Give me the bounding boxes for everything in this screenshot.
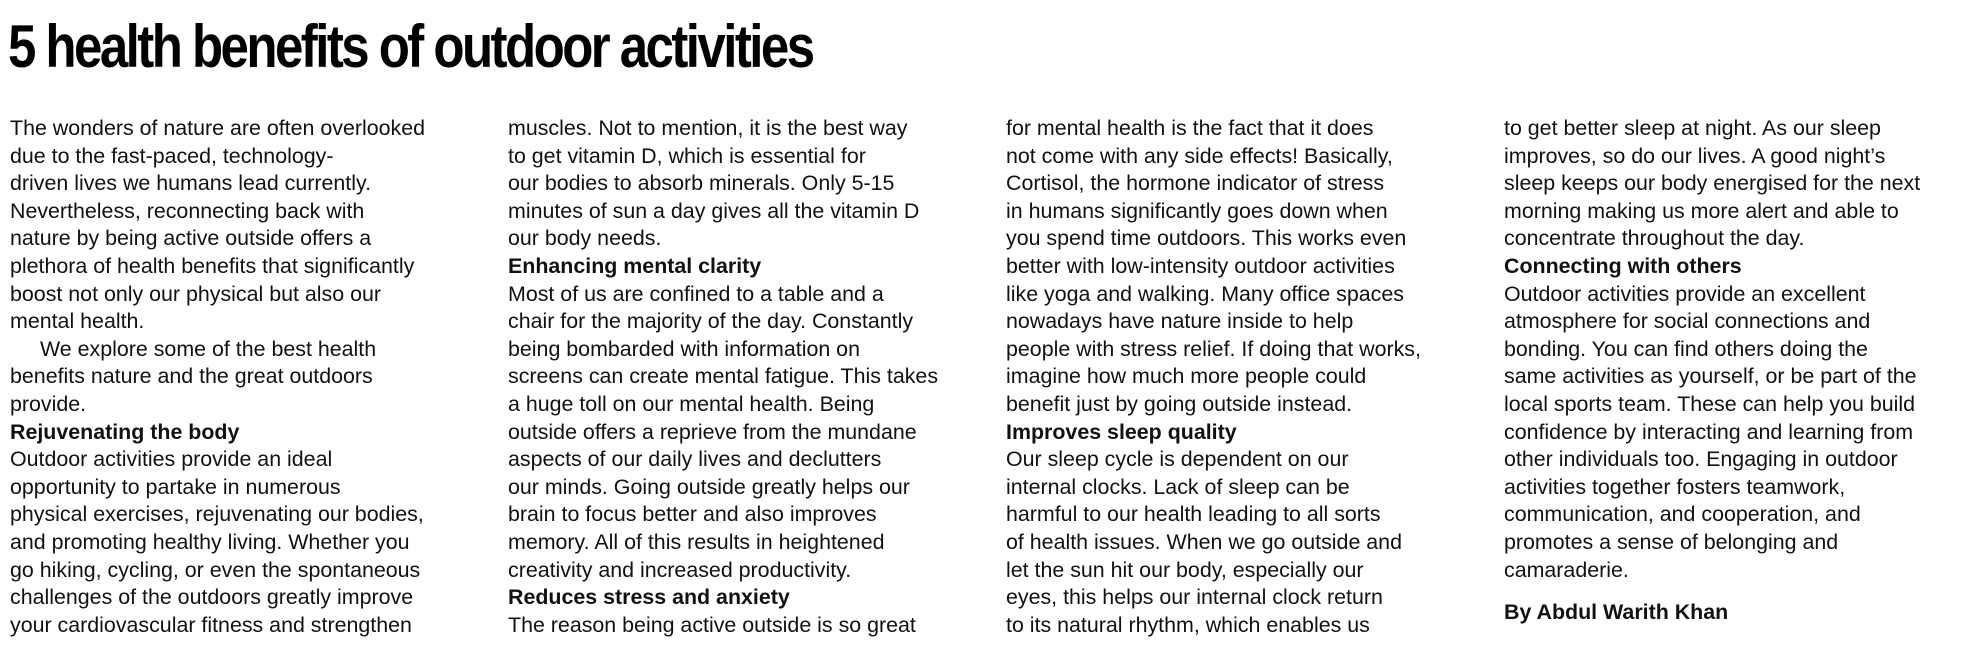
text-line: eyes, this helps our internal clock return (1006, 585, 1383, 610)
intro-paragraph-2 (10, 336, 490, 419)
article-column-1 (10, 115, 490, 639)
author-byline: By Abdul Warith Khan (1504, 600, 1729, 625)
text-line: to its natural rhythm, which enables us (1006, 612, 1370, 637)
text-line: being bombarded with information on (508, 336, 860, 361)
text-line: challenges of the outdoors greatly improve (10, 585, 414, 610)
text-line: better with low-intensity outdoor activities (1006, 253, 1395, 278)
text-line: camaraderie. (1504, 557, 1629, 582)
text-line: morning making us more alert and able to (1504, 198, 1899, 223)
subheading-connecting (1504, 253, 1970, 281)
connecting-paragraph (1504, 281, 1970, 585)
subheading-text: Enhancing mental clarity (508, 253, 762, 278)
subheading-rejuvenating (10, 419, 490, 447)
article-body (10, 115, 1960, 645)
text-line: activities together fosters teamwork, (1504, 474, 1846, 499)
text-line: and promoting healthy living. Whether you (10, 529, 410, 554)
text-line: bonding. You can find others doing the (1504, 336, 1868, 361)
text-line: same activities as yourself, or be part of the (1504, 364, 1917, 389)
text-line: our minds. Going outside greatly helps our (508, 474, 910, 499)
rejuvenating-paragraph-cont (508, 115, 988, 253)
text-line: in humans significantly goes down when (1006, 198, 1388, 223)
text-line: our bodies to absorb minerals. Only 5-15 (508, 171, 895, 196)
text-line: The reason being active outside is so great (508, 612, 916, 637)
text-line: imagine how much more people could (1006, 364, 1367, 389)
text-line: Outdoor activities provide an excellent (1504, 281, 1866, 306)
subheading-sleep (1006, 419, 1486, 447)
text-line: screens can create mental fatigue. This takes (508, 364, 939, 389)
text-line: atmosphere for social connections and (1504, 309, 1871, 334)
text-line: Outdoor activities provide an ideal (10, 447, 333, 472)
text-line: internal clocks. Lack of sleep can be (1006, 474, 1350, 499)
stress-paragraph (508, 612, 988, 640)
text-line: chair for the majority of the day. Constantly (508, 309, 914, 334)
sleep-paragraph (1006, 446, 1486, 639)
text-line: brain to focus better and also improves (508, 502, 877, 527)
text-line: communication, and cooperation, and (1504, 502, 1861, 527)
text-line: confidence by interacting and learning from (1504, 419, 1914, 444)
text-line: your cardiovascular fitness and strengthen (10, 612, 412, 637)
text-line: We explore some of the best health (40, 336, 377, 361)
text-line: other individuals too. Engaging in outdoor (1504, 447, 1898, 472)
text-line: opportunity to partake in numerous (10, 474, 341, 499)
stress-paragraph-cont (1006, 115, 1486, 419)
article-column-2 (508, 115, 988, 639)
text-line: let the sun hit our body, especially our (1006, 557, 1364, 582)
sleep-paragraph-cont (1504, 115, 1970, 253)
text-line: plethora of health benefits that significantly (10, 253, 415, 278)
text-line: Cortisol, the hormone indicator of stress (1006, 171, 1385, 196)
mental-clarity-paragraph (508, 281, 988, 585)
text-line: for mental health is the fact that it does (1006, 116, 1374, 140)
subheading-stress (508, 584, 988, 612)
text-line: harmful to our health leading to all sorts (1006, 502, 1381, 527)
subheading-text: Rejuvenating the body (10, 419, 240, 444)
subheading-text: Reduces stress and anxiety (508, 585, 790, 610)
subheading-mental-clarity (508, 253, 988, 281)
text-line: go hiking, cycling, or even the spontaneous (10, 557, 421, 582)
text-line: benefits nature and the great outdoors (10, 364, 373, 389)
text-line: memory. All of this results in heightened (508, 529, 885, 554)
text-line: concentrate throughout the day. (1504, 226, 1805, 251)
text-line: of health issues. When we go outside and (1006, 529, 1402, 554)
text-line: promotes a sense of belonging and (1504, 529, 1839, 554)
text-line: due to the fast-paced, technology- (10, 143, 334, 168)
text-line: minutes of sun a day gives all the vitamin D (508, 198, 920, 223)
text-line: Our sleep cycle is dependent on our (1006, 447, 1349, 472)
text-line: improves, so do our lives. A good night’s (1504, 143, 1886, 168)
text-line: muscles. Not to mention, it is the best way (508, 116, 908, 140)
text-line: nature by being active outside offers a (10, 226, 372, 251)
text-line: local sports team. These can help you build (1504, 391, 1916, 416)
text-line: nowadays have nature inside to help (1006, 309, 1354, 334)
text-line: like yoga and walking. Many office spaces (1006, 281, 1404, 306)
article-headline: 5 health benefits of outdoor activities (8, 13, 813, 80)
text-line: benefit just by going outside instead. (1006, 391, 1353, 416)
text-line: Nevertheless, reconnecting back with (10, 198, 365, 223)
text-line: you spend time outdoors. This works even (1006, 226, 1407, 251)
subheading-text: Connecting with others (1504, 253, 1742, 278)
text-line: to get better sleep at night. As our sleep (1504, 116, 1881, 140)
text-line: to get vitamin D, which is essential for (508, 143, 866, 168)
text-line: creativity and increased productivity. (508, 557, 852, 582)
text-line: driven lives we humans lead currently. (10, 171, 372, 196)
rejuvenating-paragraph (10, 446, 490, 639)
text-line: Most of us are confined to a table and a (508, 281, 884, 306)
text-line: The wonders of nature are often overlooked (10, 116, 425, 140)
text-line: a huge toll on our mental health. Being (508, 391, 875, 416)
text-line: not come with any side effects! Basically, (1006, 143, 1393, 168)
article-column-4 (1504, 115, 1970, 627)
text-line: outside offers a reprieve from the mundane (508, 419, 917, 444)
text-line: our body needs. (508, 226, 662, 251)
text-line: sleep keeps our body energised for the next (1504, 171, 1921, 196)
subheading-text: Improves sleep quality (1006, 419, 1237, 444)
text-line: provide. (10, 391, 87, 416)
text-line: mental health. (10, 309, 145, 334)
text-line: physical exercises, rejuvenating our bodies, (10, 502, 424, 527)
intro-paragraph (10, 115, 490, 336)
text-line: boost not only our physical but also our (10, 281, 381, 306)
text-line: people with stress relief. If doing that works, (1006, 336, 1421, 361)
article-column-3 (1006, 115, 1486, 639)
text-line: aspects of our daily lives and declutters (508, 447, 882, 472)
